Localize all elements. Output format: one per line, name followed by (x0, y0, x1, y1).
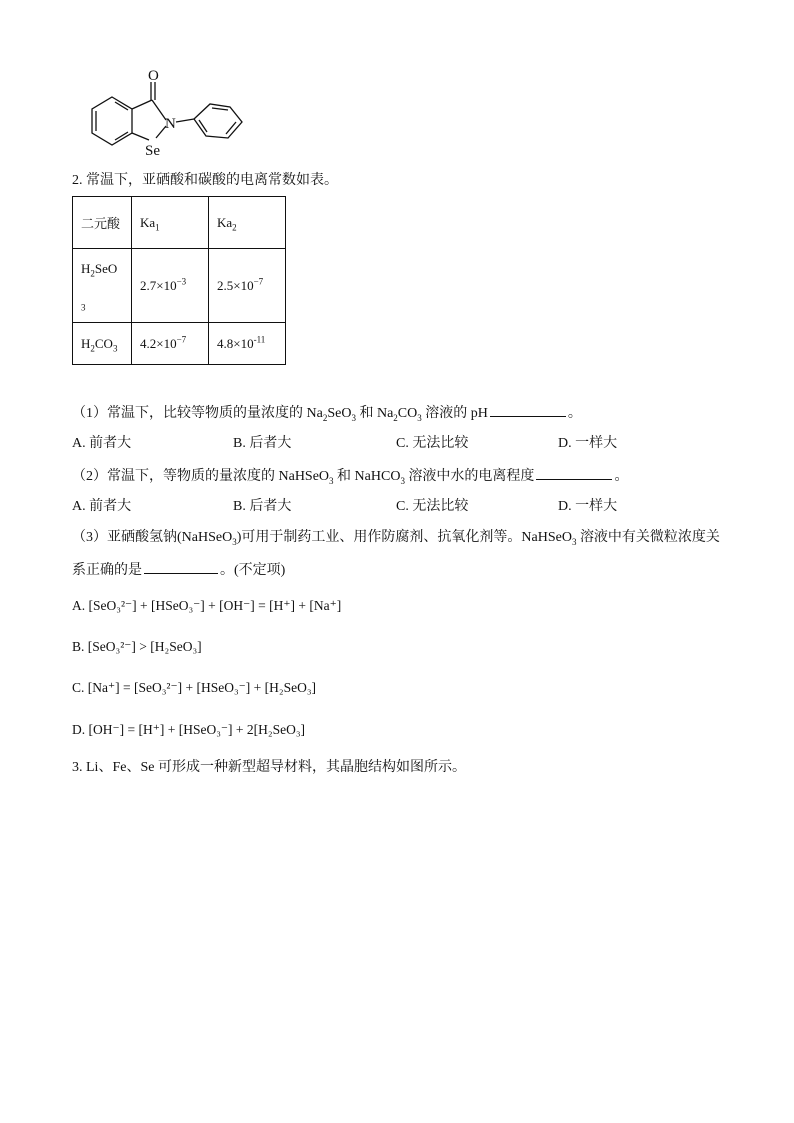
answer-blank[interactable] (490, 402, 566, 417)
ka1-cell: $2.7\times 10^{-3}$ (132, 249, 209, 323)
ka1-cell: $4.2\times 10^{-7}$ (132, 323, 209, 365)
option-c[interactable]: C. 无法比较 (396, 499, 469, 514)
q2-part1-stem: （1）常温下，比较等物质的量浓度的 $Na_2SeO_3$ 和 $Na_2CO_3$ 溶液的 pH 。 (72, 402, 582, 424)
molecule-structure (70, 64, 255, 160)
answer-blank[interactable] (144, 559, 218, 574)
acid-cell: $H_2CO_3$ (73, 323, 132, 365)
table-header-ka1: $Ka_1$ (132, 197, 209, 249)
table-header-ka2: $Ka_2$ (209, 197, 286, 249)
q2-part3-option-b[interactable]: B. [SeO₃²⁻] > [H₂SeO₃] (72, 639, 202, 654)
ring-n-label: N (165, 116, 176, 132)
q2-part3-option-d[interactable]: D. [OH⁻] = [H⁺] + [HSeO₃⁻] + 2[H₂SeO₃] (72, 722, 306, 737)
q3-stem: 3. Li、Fe、Se 可形成一种新型超导材料，其晶胞结构如图所示。 (72, 760, 466, 775)
q2-part3-option-a[interactable]: A. [SeO₃²⁻] + [HSeO₃⁻] + [OH⁻] = [H⁺] + [Na⁺] (72, 598, 342, 613)
ka2-cell: $4.8\times 10^{-11}$ (209, 323, 286, 365)
table-header-acid: 二元酸 (73, 197, 132, 249)
q2-part2-stem: （2）常温下，等物质的量浓度的 NaHSeO$_3$ 和 NaHCO$_3$ 溶液中水的电离程度 。 (72, 465, 628, 487)
q2-part3-stem-line2: 系正确的是 。(不定项) (72, 559, 285, 581)
q2-stem: 2. 常温下，亚硒酸和碳酸的电离常数如表。 (72, 173, 338, 188)
carbonyl-o-label: O (148, 68, 159, 84)
q2-part3-option-c[interactable]: C. [Na⁺] = [SeO₃²⁻] + [HSeO₃⁻] + [H₂SeO₃] (72, 680, 317, 695)
table-row (73, 249, 286, 323)
q2-part3-stem-line1: （3）亚硒酸氢钠(NaHSeO$_3$)可用于制药工业、用作防腐剂、抗氧化剂等。NaHSeO$_3$ 溶液中有关微粒浓度关 (72, 530, 720, 547)
ionization-constant-table (72, 196, 286, 365)
option-b[interactable]: B. 后者大 (233, 436, 292, 451)
option-a[interactable]: A. 前者大 (72, 499, 132, 514)
answer-blank[interactable] (536, 465, 612, 480)
ka2-cell: $2.5\times 10^{-7}$ (209, 249, 286, 323)
table-row (73, 323, 286, 365)
option-a[interactable]: A. 前者大 (72, 436, 132, 451)
option-d[interactable]: D. 一样大 (558, 436, 618, 451)
option-c[interactable]: C. 无法比较 (396, 436, 469, 451)
option-d[interactable]: D. 一样大 (558, 499, 618, 514)
option-b[interactable]: B. 后者大 (233, 499, 292, 514)
ring-se-label: Se (145, 143, 160, 159)
table-header-row (73, 197, 286, 249)
acid-cell: $H_2SeO$ $_3$ (73, 249, 132, 323)
